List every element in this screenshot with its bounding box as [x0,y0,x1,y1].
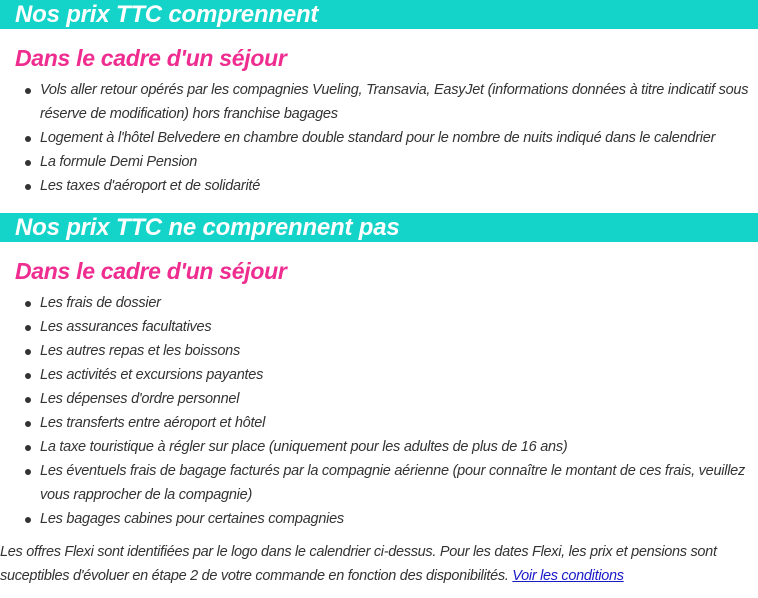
list-item: Les autres repas et les boissons [40,339,753,363]
flexi-note-text: Les offres Flexi sont identifiées par le logo dans le calendrier ci-dessus. Pour les dates Flexi, les prix et pensions sont suceptibles d'évoluer en étape 2 de votre commande en fonction des disponibilités. [0,544,717,584]
bullet-icon [25,184,31,190]
bullet-icon [25,445,31,451]
list-item: Les assurances facultatives [40,315,753,339]
list-item: Les transferts entre aéroport et hôtel [40,411,753,435]
included-banner [0,0,758,29]
excluded-title: Nos prix TTC ne comprennent pas [15,214,400,241]
bullet-icon [25,88,31,94]
bullet-icon [25,136,31,142]
list-item: Les éventuels frais de bagage facturés par la compagnie aérienne (pour connaître le montant de ces frais, veuillez vous rapprocher de la compagnie) [40,459,753,507]
bullet-icon [25,421,31,427]
list-item: Les dépenses d'ordre personnel [40,387,753,411]
bullet-icon [25,160,31,166]
included-title: Nos prix TTC comprennent [15,1,319,28]
bullet-icon [25,325,31,331]
list-item: Logement à l'hôtel Belvedere en chambre double standard pour le nombre de nuits indiqué dans le calendrier [40,126,753,150]
bullet-icon [25,397,31,403]
bullet-icon [25,469,31,475]
list-item: Vols aller retour opérés par les compagnies Vueling, Transavia, EasyJet (informations données à titre indicatif sous réserve de modification) hors franchise bagages [40,78,753,126]
excluded-banner [0,213,758,242]
bullet-icon [25,349,31,355]
bullet-icon [25,301,31,307]
excluded-list [0,291,753,531]
list-item: Les taxes d'aéroport et de solidarité [40,174,753,198]
bullet-icon [25,517,31,523]
conditions-link[interactable]: Voir les conditions [512,568,624,584]
list-item: Les activités et excursions payantes [40,363,753,387]
included-list [0,78,753,198]
flexi-note [0,540,758,588]
list-item: La taxe touristique à régler sur place (uniquement pour les adultes de plus de 16 ans) [40,435,753,459]
bullet-icon [25,373,31,379]
list-item: Les frais de dossier [40,291,753,315]
list-item: La formule Demi Pension [40,150,753,174]
excluded-subheading: Dans le cadre d'un séjour [15,258,287,284]
included-subheading: Dans le cadre d'un séjour [15,45,287,71]
list-item: Les bagages cabines pour certaines compagnies [40,507,753,531]
